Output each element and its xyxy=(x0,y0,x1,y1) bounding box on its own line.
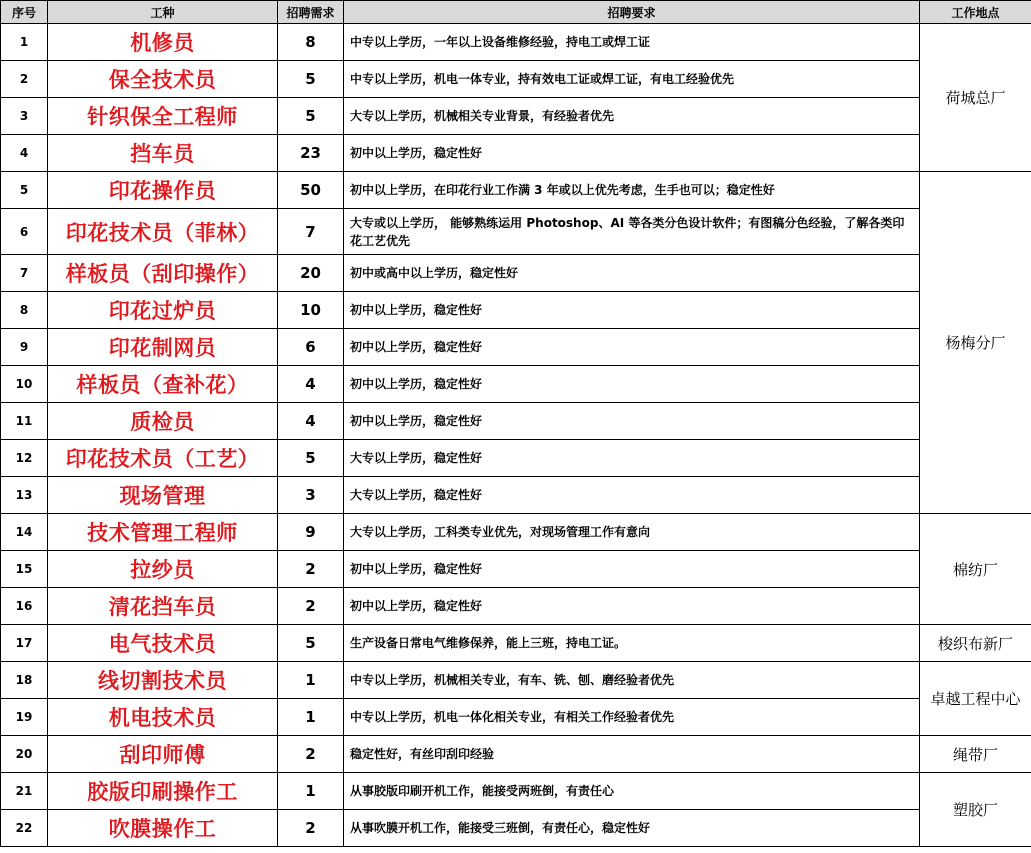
hire-count: 5 xyxy=(278,440,344,477)
hire-count: 4 xyxy=(278,366,344,403)
location-cell: 绳带厂 xyxy=(920,736,1031,773)
hire-count: 6 xyxy=(278,329,344,366)
row-seq: 3 xyxy=(1,98,48,135)
table-row xyxy=(1,329,1031,366)
row-seq: 6 xyxy=(1,209,48,255)
row-seq: 18 xyxy=(1,662,48,699)
header-seq: 序号 xyxy=(1,1,48,24)
header-row xyxy=(1,1,1031,24)
hire-count: 9 xyxy=(278,514,344,551)
table-row xyxy=(1,662,1031,699)
row-seq: 1 xyxy=(1,24,48,61)
row-seq: 15 xyxy=(1,551,48,588)
job-title: 样板员（刮印操作） xyxy=(48,255,278,292)
row-seq: 20 xyxy=(1,736,48,773)
job-title: 线切割技术员 xyxy=(48,662,278,699)
job-requirement: 生产设备日常电气维修保养，能上三班，持电工证。 xyxy=(344,625,920,662)
job-requirement: 大专以上学历，机械相关专业背景，有经验者优先 xyxy=(344,98,920,135)
row-seq: 16 xyxy=(1,588,48,625)
hire-count: 10 xyxy=(278,292,344,329)
row-seq: 13 xyxy=(1,477,48,514)
table-row xyxy=(1,736,1031,773)
job-title: 刮印师傅 xyxy=(48,736,278,773)
table-row xyxy=(1,61,1031,98)
location-cell: 梭织布新厂 xyxy=(920,625,1031,662)
row-seq: 17 xyxy=(1,625,48,662)
hire-count: 2 xyxy=(278,588,344,625)
row-seq: 7 xyxy=(1,255,48,292)
job-title: 保全技术员 xyxy=(48,61,278,98)
job-title: 清花挡车员 xyxy=(48,588,278,625)
row-seq: 2 xyxy=(1,61,48,98)
job-title: 印花过炉员 xyxy=(48,292,278,329)
table-row xyxy=(1,98,1031,135)
location-cell: 卓越工程中心 xyxy=(920,662,1031,736)
job-requirement: 初中以上学历，稳定性好 xyxy=(344,551,920,588)
table-row xyxy=(1,209,1031,255)
job-requirement: 稳定性好，有丝印刮印经验 xyxy=(344,736,920,773)
table-row xyxy=(1,699,1031,736)
hire-count: 2 xyxy=(278,810,344,847)
hire-count: 5 xyxy=(278,625,344,662)
job-title: 吹膜操作工 xyxy=(48,810,278,847)
header-job: 工种 xyxy=(48,1,278,24)
table-row xyxy=(1,440,1031,477)
row-seq: 19 xyxy=(1,699,48,736)
hire-count: 1 xyxy=(278,773,344,810)
job-requirement: 初中以上学历，稳定性好 xyxy=(344,588,920,625)
hire-count: 3 xyxy=(278,477,344,514)
job-title: 胶版印刷操作工 xyxy=(48,773,278,810)
table-row xyxy=(1,810,1031,847)
job-requirement: 初中以上学历，稳定性好 xyxy=(344,403,920,440)
row-seq: 10 xyxy=(1,366,48,403)
hire-count: 8 xyxy=(278,24,344,61)
row-seq: 22 xyxy=(1,810,48,847)
job-requirement: 初中以上学历，稳定性好 xyxy=(344,292,920,329)
row-seq: 14 xyxy=(1,514,48,551)
hire-count: 2 xyxy=(278,551,344,588)
row-seq: 9 xyxy=(1,329,48,366)
header-requirement: 招聘要求 xyxy=(344,1,920,24)
job-requirement: 中专以上学历，机电一体专业，持有效电工证或焊工证，有电工经验优先 xyxy=(344,61,920,98)
row-seq: 8 xyxy=(1,292,48,329)
hire-count: 7 xyxy=(278,209,344,255)
job-requirement: 初中以上学历，稳定性好 xyxy=(344,329,920,366)
hire-count: 4 xyxy=(278,403,344,440)
job-requirement: 从事吹膜开机工作，能接受三班倒，有责任心，稳定性好 xyxy=(344,810,920,847)
job-requirement: 大专以上学历，稳定性好 xyxy=(344,440,920,477)
table-row xyxy=(1,292,1031,329)
job-title: 印花技术员（菲林） xyxy=(48,209,278,255)
location-cell: 杨梅分厂 xyxy=(920,172,1031,514)
hire-count: 5 xyxy=(278,61,344,98)
table-row xyxy=(1,477,1031,514)
job-requirement: 中专以上学历，机电一体化相关专业，有相关工作经验者优先 xyxy=(344,699,920,736)
hire-count: 23 xyxy=(278,135,344,172)
job-title: 现场管理 xyxy=(48,477,278,514)
job-requirement: 大专以上学历，稳定性好 xyxy=(344,477,920,514)
table-row xyxy=(1,135,1031,172)
job-requirement: 初中以上学历，稳定性好 xyxy=(344,366,920,403)
table-row xyxy=(1,773,1031,810)
job-requirement: 大专以上学历，工科类专业优先，对现场管理工作有意向 xyxy=(344,514,920,551)
table-row xyxy=(1,551,1031,588)
job-requirement: 初中或高中以上学历，稳定性好 xyxy=(344,255,920,292)
row-seq: 4 xyxy=(1,135,48,172)
job-requirement: 初中以上学历，稳定性好 xyxy=(344,135,920,172)
table-row xyxy=(1,366,1031,403)
job-title: 印花制网员 xyxy=(48,329,278,366)
hire-count: 2 xyxy=(278,736,344,773)
row-seq: 21 xyxy=(1,773,48,810)
table-row xyxy=(1,625,1031,662)
hire-count: 50 xyxy=(278,172,344,209)
job-requirement: 从事胶版印刷开机工作，能接受两班倒，有责任心 xyxy=(344,773,920,810)
location-cell: 棉纺厂 xyxy=(920,514,1031,625)
job-title: 挡车员 xyxy=(48,135,278,172)
row-seq: 5 xyxy=(1,172,48,209)
job-title: 技术管理工程师 xyxy=(48,514,278,551)
job-requirement: 大专或以上学历， 能够熟练运用 Photoshop、AI 等各类分色设计软件；有图稿分色经验，了解各类印花工艺优先 xyxy=(344,209,920,255)
table-row xyxy=(1,588,1031,625)
job-title: 样板员（查补花） xyxy=(48,366,278,403)
location-cell: 荷城总厂 xyxy=(920,24,1031,172)
table-row xyxy=(1,514,1031,551)
job-requirement: 中专以上学历，机械相关专业，有车、铣、刨、磨经验者优先 xyxy=(344,662,920,699)
job-title: 机修员 xyxy=(48,24,278,61)
job-title: 机电技术员 xyxy=(48,699,278,736)
job-title: 电气技术员 xyxy=(48,625,278,662)
job-requirement: 初中以上学历，在印花行业工作满 3 年或以上优先考虑，生手也可以；稳定性好 xyxy=(344,172,920,209)
table-row xyxy=(1,403,1031,440)
job-requirement: 中专以上学历，一年以上设备维修经验，持电工或焊工证 xyxy=(344,24,920,61)
row-seq: 12 xyxy=(1,440,48,477)
hire-count: 1 xyxy=(278,662,344,699)
hire-count: 1 xyxy=(278,699,344,736)
location-cell: 塑胶厂 xyxy=(920,773,1031,847)
job-title: 拉纱员 xyxy=(48,551,278,588)
table-row xyxy=(1,24,1031,61)
hire-count: 5 xyxy=(278,98,344,135)
job-title: 印花技术员（工艺） xyxy=(48,440,278,477)
job-title: 质检员 xyxy=(48,403,278,440)
table-row xyxy=(1,255,1031,292)
hire-count: 20 xyxy=(278,255,344,292)
job-title: 针织保全工程师 xyxy=(48,98,278,135)
row-seq: 11 xyxy=(1,403,48,440)
table-row xyxy=(1,172,1031,209)
header-location: 工作地点 xyxy=(920,1,1031,24)
job-title: 印花操作员 xyxy=(48,172,278,209)
header-count: 招聘需求 xyxy=(278,1,344,24)
